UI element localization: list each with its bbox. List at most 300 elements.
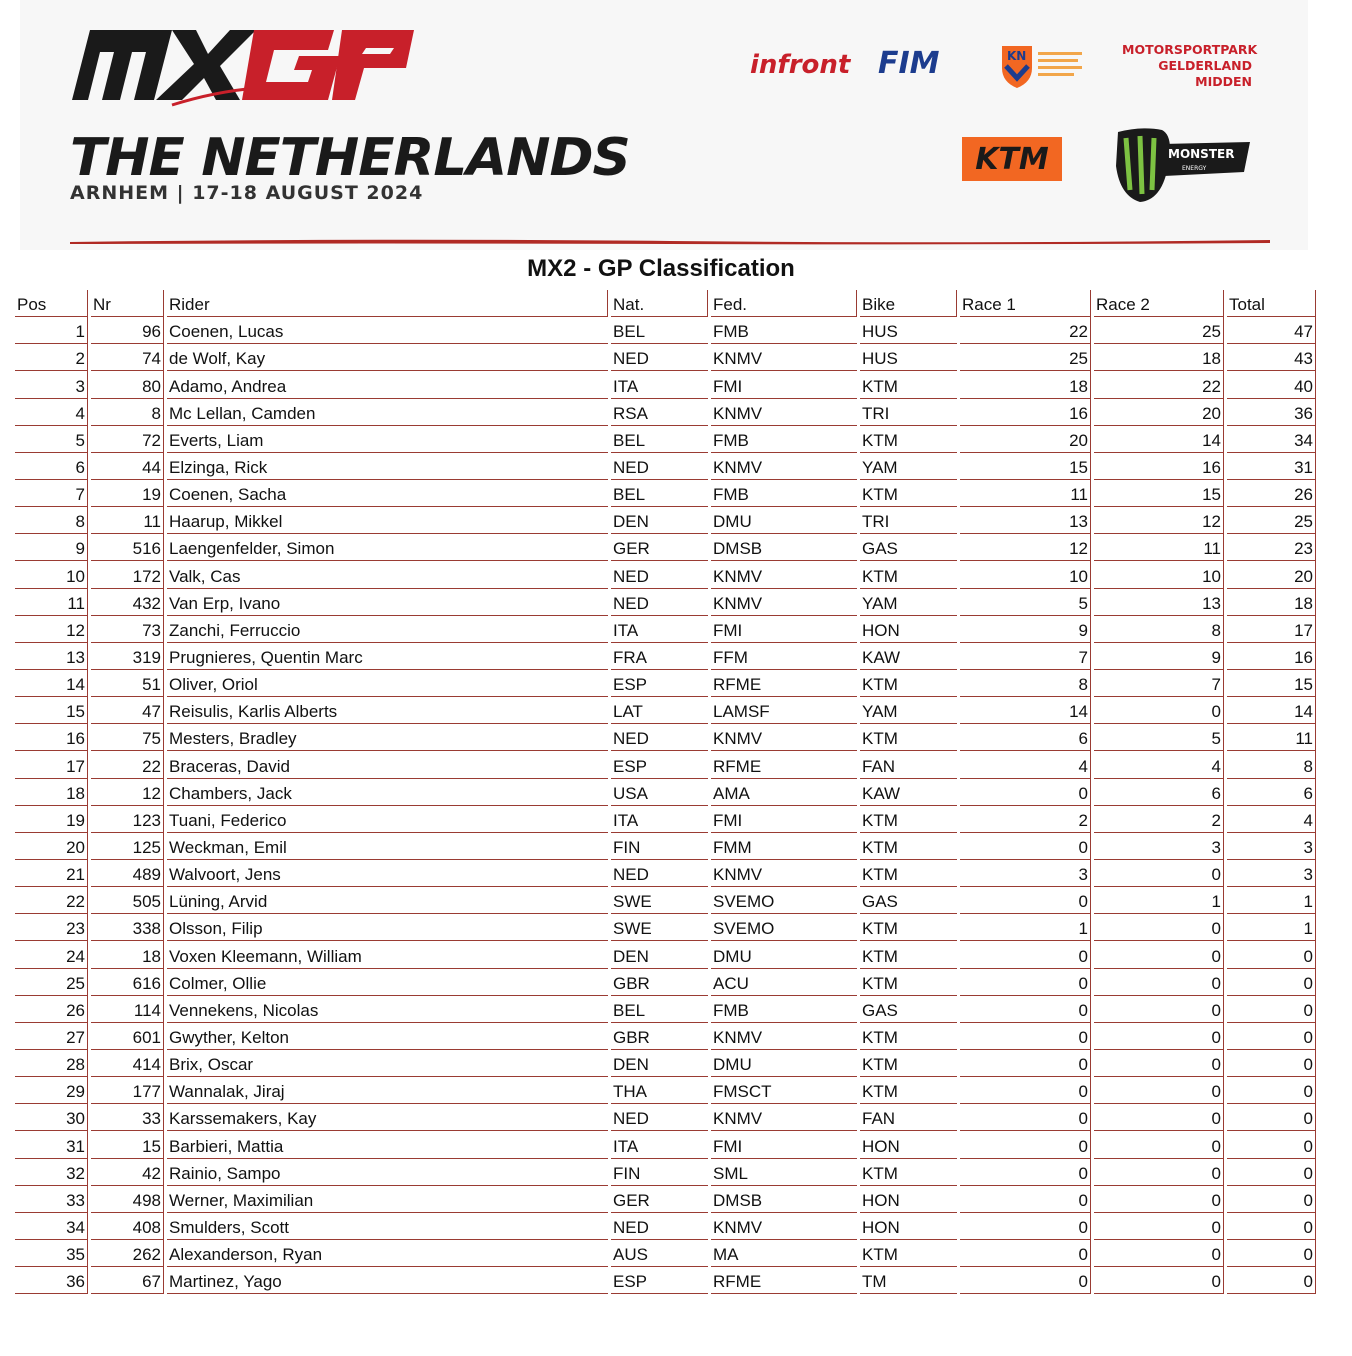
cell-nat: DEN — [611, 507, 708, 534]
cell-nr: 96 — [91, 317, 164, 344]
motorsportpark-logo — [1122, 42, 1258, 90]
cell-race1: 0 — [960, 1267, 1091, 1294]
cell-fed: RFME — [711, 1267, 857, 1294]
cell-race1: 2 — [960, 806, 1091, 833]
cell-rider: Wannalak, Jiraj — [167, 1077, 608, 1104]
cell-nr: 33 — [91, 1104, 164, 1131]
brush-stroke-divider — [70, 236, 1270, 246]
monster-energy-logo — [1112, 126, 1254, 204]
cell-race2: 0 — [1094, 1050, 1224, 1077]
cell-total: 31 — [1227, 453, 1316, 480]
classification-table — [12, 290, 1319, 1294]
cell-race1: 0 — [960, 969, 1091, 996]
cell-total: 36 — [1227, 399, 1316, 426]
cell-pos: 34 — [15, 1213, 88, 1240]
cell-rider: Barbieri, Mattia — [167, 1131, 608, 1158]
cell-total: 6 — [1227, 779, 1316, 806]
cell-bike: KTM — [860, 1159, 957, 1186]
cell-race2: 0 — [1094, 1077, 1224, 1104]
cell-race2: 25 — [1094, 317, 1224, 344]
cell-pos: 7 — [15, 480, 88, 507]
cell-rider: Rainio, Sampo — [167, 1159, 608, 1186]
cell-pos: 28 — [15, 1050, 88, 1077]
cell-race1: 0 — [960, 1023, 1091, 1050]
cell-nr: 22 — [91, 751, 164, 778]
cell-nr: 74 — [91, 344, 164, 371]
table-row — [15, 751, 1316, 778]
cell-rider: Coenen, Sacha — [167, 480, 608, 507]
cell-pos: 8 — [15, 507, 88, 534]
cell-race2: 0 — [1094, 1104, 1224, 1131]
cell-total: 0 — [1227, 1186, 1316, 1213]
mxgp-logo — [72, 20, 417, 115]
cell-bike: YAM — [860, 589, 957, 616]
cell-race1: 5 — [960, 589, 1091, 616]
cell-nr: 408 — [91, 1213, 164, 1240]
cell-nr: 15 — [91, 1131, 164, 1158]
cell-nr: 73 — [91, 616, 164, 643]
svg-text:KN: KN — [1007, 49, 1027, 63]
table-row — [15, 399, 1316, 426]
cell-race1: 18 — [960, 371, 1091, 398]
cell-race2: 2 — [1094, 806, 1224, 833]
cell-race1: 0 — [960, 1131, 1091, 1158]
cell-total: 25 — [1227, 507, 1316, 534]
cell-nat: NED — [611, 1213, 708, 1240]
cell-bike: KTM — [860, 371, 957, 398]
cell-rider: Walvoort, Jens — [167, 860, 608, 887]
cell-bike: KTM — [860, 1240, 957, 1267]
table-row — [15, 371, 1316, 398]
cell-total: 16 — [1227, 643, 1316, 670]
cell-total: 0 — [1227, 1240, 1316, 1267]
cell-race2: 0 — [1094, 1213, 1224, 1240]
cell-total: 43 — [1227, 344, 1316, 371]
cell-total: 18 — [1227, 589, 1316, 616]
cell-race1: 0 — [960, 1050, 1091, 1077]
cell-race1: 9 — [960, 616, 1091, 643]
park-line-2: GELDERLAND — [1158, 58, 1252, 73]
cell-fed: FMB — [711, 426, 857, 453]
cell-race2: 1 — [1094, 887, 1224, 914]
cell-nat: FRA — [611, 643, 708, 670]
table-row — [15, 806, 1316, 833]
cell-race1: 20 — [960, 426, 1091, 453]
cell-total: 0 — [1227, 1159, 1316, 1186]
cell-bike: KTM — [860, 969, 957, 996]
cell-race2: 0 — [1094, 1159, 1224, 1186]
cell-nr: 67 — [91, 1267, 164, 1294]
cell-race2: 15 — [1094, 480, 1224, 507]
cell-fed: RFME — [711, 751, 857, 778]
col-header-rider: Rider — [167, 290, 608, 317]
table-row — [15, 887, 1316, 914]
cell-race1: 0 — [960, 1186, 1091, 1213]
cell-fed: FMI — [711, 1131, 857, 1158]
cell-nat: DEN — [611, 941, 708, 968]
cell-total: 26 — [1227, 480, 1316, 507]
cell-pos: 33 — [15, 1186, 88, 1213]
cell-fed: KNMV — [711, 724, 857, 751]
cell-race2: 12 — [1094, 507, 1224, 534]
table-row — [15, 779, 1316, 806]
cell-nat: BEL — [611, 426, 708, 453]
table-row — [15, 1267, 1316, 1294]
cell-nr: 8 — [91, 399, 164, 426]
cell-fed: KNMV — [711, 1213, 857, 1240]
cell-pos: 24 — [15, 941, 88, 968]
cell-nat: SWE — [611, 887, 708, 914]
cell-nat: LAT — [611, 697, 708, 724]
cell-nat: THA — [611, 1077, 708, 1104]
cell-pos: 14 — [15, 670, 88, 697]
cell-race1: 10 — [960, 561, 1091, 588]
cell-race2: 11 — [1094, 534, 1224, 561]
cell-race2: 0 — [1094, 941, 1224, 968]
table-row — [15, 969, 1316, 996]
cell-race2: 14 — [1094, 426, 1224, 453]
cell-rider: Everts, Liam — [167, 426, 608, 453]
table-row — [15, 1131, 1316, 1158]
cell-total: 1 — [1227, 887, 1316, 914]
cell-fed: FMB — [711, 317, 857, 344]
cell-total: 11 — [1227, 724, 1316, 751]
cell-bike: KTM — [860, 670, 957, 697]
cell-nat: NED — [611, 860, 708, 887]
table-row — [15, 616, 1316, 643]
cell-pos: 26 — [15, 996, 88, 1023]
cell-nr: 601 — [91, 1023, 164, 1050]
cell-pos: 13 — [15, 643, 88, 670]
cell-race2: 13 — [1094, 589, 1224, 616]
cell-bike: KTM — [860, 480, 957, 507]
table-row — [15, 670, 1316, 697]
cell-rider: Lüning, Arvid — [167, 887, 608, 914]
cell-pos: 4 — [15, 399, 88, 426]
cell-pos: 9 — [15, 534, 88, 561]
table-row — [15, 1023, 1316, 1050]
cell-fed: FMSCT — [711, 1077, 857, 1104]
cell-nat: DEN — [611, 1050, 708, 1077]
cell-fed: DMSB — [711, 1186, 857, 1213]
cell-race2: 4 — [1094, 751, 1224, 778]
cell-nr: 123 — [91, 806, 164, 833]
cell-fed: DMU — [711, 941, 857, 968]
table-header-row — [15, 290, 1316, 317]
cell-race1: 8 — [960, 670, 1091, 697]
cell-pos: 3 — [15, 371, 88, 398]
cell-bike: FAN — [860, 751, 957, 778]
cell-total: 0 — [1227, 941, 1316, 968]
cell-nr: 125 — [91, 833, 164, 860]
svg-text:ENERGY: ENERGY — [1182, 165, 1207, 172]
cell-bike: HON — [860, 1186, 957, 1213]
cell-nr: 505 — [91, 887, 164, 914]
cell-nat: NED — [611, 724, 708, 751]
table-row — [15, 1159, 1316, 1186]
ktm-logo-text: KTM — [975, 141, 1049, 177]
cell-rider: de Wolf, Kay — [167, 344, 608, 371]
cell-rider: Zanchi, Ferruccio — [167, 616, 608, 643]
cell-race1: 0 — [960, 1077, 1091, 1104]
cell-pos: 11 — [15, 589, 88, 616]
cell-nr: 42 — [91, 1159, 164, 1186]
cell-pos: 31 — [15, 1131, 88, 1158]
cell-nat: USA — [611, 779, 708, 806]
cell-nat: NED — [611, 589, 708, 616]
cell-fed: KNMV — [711, 1023, 857, 1050]
cell-fed: DMU — [711, 507, 857, 534]
cell-fed: ACU — [711, 969, 857, 996]
cell-fed: KNMV — [711, 860, 857, 887]
cell-fed: KNMV — [711, 453, 857, 480]
cell-pos: 36 — [15, 1267, 88, 1294]
cell-nat: GER — [611, 1186, 708, 1213]
knmv-logo — [998, 42, 1088, 90]
table-row — [15, 697, 1316, 724]
cell-pos: 15 — [15, 697, 88, 724]
cell-total: 4 — [1227, 806, 1316, 833]
cell-bike: HON — [860, 1213, 957, 1240]
cell-bike: KTM — [860, 426, 957, 453]
cell-race2: 0 — [1094, 860, 1224, 887]
cell-rider: Reisulis, Karlis Alberts — [167, 697, 608, 724]
cell-rider: Smulders, Scott — [167, 1213, 608, 1240]
table-row — [15, 941, 1316, 968]
cell-nr: 516 — [91, 534, 164, 561]
cell-race1: 0 — [960, 779, 1091, 806]
table-row — [15, 860, 1316, 887]
cell-nat: BEL — [611, 317, 708, 344]
cell-total: 0 — [1227, 1023, 1316, 1050]
cell-total: 20 — [1227, 561, 1316, 588]
cell-total: 3 — [1227, 833, 1316, 860]
cell-nr: 114 — [91, 996, 164, 1023]
cell-total: 0 — [1227, 996, 1316, 1023]
event-title: THE NETHERLANDS — [70, 128, 630, 188]
cell-bike: KTM — [860, 1023, 957, 1050]
col-header-total: Total — [1227, 290, 1316, 317]
cell-fed: FMM — [711, 833, 857, 860]
table-row — [15, 833, 1316, 860]
table-row — [15, 534, 1316, 561]
cell-nr: 12 — [91, 779, 164, 806]
document-title: MX2 - GP Classification — [527, 255, 795, 282]
cell-rider: Colmer, Ollie — [167, 969, 608, 996]
table-row — [15, 1104, 1316, 1131]
cell-pos: 5 — [15, 426, 88, 453]
cell-race2: 18 — [1094, 344, 1224, 371]
cell-fed: MA — [711, 1240, 857, 1267]
cell-nr: 75 — [91, 724, 164, 751]
col-header-bike: Bike — [860, 290, 957, 317]
cell-rider: Martinez, Yago — [167, 1267, 608, 1294]
cell-fed: FMI — [711, 616, 857, 643]
table-row — [15, 1213, 1316, 1240]
cell-bike: KTM — [860, 1077, 957, 1104]
table-row — [15, 561, 1316, 588]
cell-bike: KTM — [860, 724, 957, 751]
cell-total: 47 — [1227, 317, 1316, 344]
infront-logo: infront — [750, 50, 851, 80]
cell-nat: NED — [611, 561, 708, 588]
cell-pos: 2 — [15, 344, 88, 371]
cell-pos: 21 — [15, 860, 88, 887]
cell-bike: KAW — [860, 643, 957, 670]
cell-race1: 7 — [960, 643, 1091, 670]
cell-nat: GER — [611, 534, 708, 561]
cell-rider: Chambers, Jack — [167, 779, 608, 806]
cell-race2: 0 — [1094, 969, 1224, 996]
cell-nr: 498 — [91, 1186, 164, 1213]
table-row — [15, 1050, 1316, 1077]
cell-total: 15 — [1227, 670, 1316, 697]
cell-nat: NED — [611, 344, 708, 371]
ktm-logo — [962, 137, 1062, 181]
cell-rider: Voxen Kleemann, William — [167, 941, 608, 968]
cell-nat: ITA — [611, 1131, 708, 1158]
park-line-1: MOTORSPORTPARK — [1122, 42, 1258, 57]
cell-fed: SML — [711, 1159, 857, 1186]
cell-rider: Gwyther, Kelton — [167, 1023, 608, 1050]
cell-bike: YAM — [860, 697, 957, 724]
cell-race1: 0 — [960, 1213, 1091, 1240]
cell-nat: FIN — [611, 1159, 708, 1186]
cell-race2: 0 — [1094, 1131, 1224, 1158]
cell-nr: 47 — [91, 697, 164, 724]
table-row — [15, 724, 1316, 751]
col-header-nat: Nat. — [611, 290, 708, 317]
cell-nr: 616 — [91, 969, 164, 996]
cell-bike: KTM — [860, 1050, 957, 1077]
cell-nat: NED — [611, 1104, 708, 1131]
cell-rider: Coenen, Lucas — [167, 317, 608, 344]
cell-race1: 6 — [960, 724, 1091, 751]
cell-nat: AUS — [611, 1240, 708, 1267]
cell-bike: TM — [860, 1267, 957, 1294]
table-row — [15, 453, 1316, 480]
cell-fed: FMB — [711, 996, 857, 1023]
cell-fed: FFM — [711, 643, 857, 670]
cell-pos: 16 — [15, 724, 88, 751]
cell-nr: 338 — [91, 914, 164, 941]
cell-nr: 177 — [91, 1077, 164, 1104]
cell-fed: DMU — [711, 1050, 857, 1077]
cell-pos: 25 — [15, 969, 88, 996]
cell-race1: 11 — [960, 480, 1091, 507]
cell-rider: Olsson, Filip — [167, 914, 608, 941]
cell-race1: 0 — [960, 887, 1091, 914]
cell-fed: LAMSF — [711, 697, 857, 724]
cell-pos: 18 — [15, 779, 88, 806]
cell-nat: SWE — [611, 914, 708, 941]
cell-race1: 14 — [960, 697, 1091, 724]
cell-nr: 18 — [91, 941, 164, 968]
cell-bike: KTM — [860, 806, 957, 833]
cell-pos: 10 — [15, 561, 88, 588]
cell-race2: 0 — [1094, 1240, 1224, 1267]
cell-rider: Vennekens, Nicolas — [167, 996, 608, 1023]
cell-bike: KTM — [860, 941, 957, 968]
cell-nat: NED — [611, 453, 708, 480]
table-row — [15, 426, 1316, 453]
col-header-nr: Nr — [91, 290, 164, 317]
cell-rider: Brix, Oscar — [167, 1050, 608, 1077]
cell-bike: HUS — [860, 344, 957, 371]
cell-rider: Adamo, Andrea — [167, 371, 608, 398]
cell-bike: KAW — [860, 779, 957, 806]
cell-total: 3 — [1227, 860, 1316, 887]
cell-nat: ITA — [611, 371, 708, 398]
cell-pos: 1 — [15, 317, 88, 344]
park-line-3: MIDDEN — [1195, 74, 1252, 89]
cell-nat: RSA — [611, 399, 708, 426]
cell-rider: Mc Lellan, Camden — [167, 399, 608, 426]
fim-logo: FIM — [878, 46, 940, 81]
cell-fed: DMSB — [711, 534, 857, 561]
cell-race2: 5 — [1094, 724, 1224, 751]
cell-pos: 12 — [15, 616, 88, 643]
cell-fed: KNMV — [711, 399, 857, 426]
cell-race1: 13 — [960, 507, 1091, 534]
cell-bike: GAS — [860, 534, 957, 561]
cell-fed: FMI — [711, 806, 857, 833]
cell-nat: FIN — [611, 833, 708, 860]
table-row — [15, 914, 1316, 941]
cell-nr: 19 — [91, 480, 164, 507]
cell-race1: 0 — [960, 1104, 1091, 1131]
cell-total: 0 — [1227, 1131, 1316, 1158]
cell-bike: KTM — [860, 833, 957, 860]
cell-bike: HUS — [860, 317, 957, 344]
col-header-race2: Race 2 — [1094, 290, 1224, 317]
cell-total: 17 — [1227, 616, 1316, 643]
cell-bike: TRI — [860, 507, 957, 534]
cell-race1: 4 — [960, 751, 1091, 778]
cell-bike: KTM — [860, 860, 957, 887]
table-row — [15, 480, 1316, 507]
table-body — [15, 317, 1316, 1294]
cell-fed: KNMV — [711, 344, 857, 371]
table-row — [15, 996, 1316, 1023]
cell-rider: Valk, Cas — [167, 561, 608, 588]
cell-pos: 27 — [15, 1023, 88, 1050]
cell-fed: KNMV — [711, 561, 857, 588]
cell-nr: 432 — [91, 589, 164, 616]
cell-bike: HON — [860, 1131, 957, 1158]
cell-race1: 3 — [960, 860, 1091, 887]
cell-total: 0 — [1227, 1077, 1316, 1104]
cell-race1: 0 — [960, 1159, 1091, 1186]
cell-nr: 51 — [91, 670, 164, 697]
cell-fed: SVEMO — [711, 887, 857, 914]
cell-race1: 15 — [960, 453, 1091, 480]
cell-rider: Alexanderson, Ryan — [167, 1240, 608, 1267]
cell-race2: 6 — [1094, 779, 1224, 806]
cell-race2: 22 — [1094, 371, 1224, 398]
event-subtitle: ARNHEM | 17-18 AUGUST 2024 — [70, 182, 424, 204]
cell-rider: Karssemakers, Kay — [167, 1104, 608, 1131]
cell-pos: 6 — [15, 453, 88, 480]
cell-race1: 0 — [960, 996, 1091, 1023]
table-row — [15, 1186, 1316, 1213]
cell-total: 40 — [1227, 371, 1316, 398]
cell-race1: 12 — [960, 534, 1091, 561]
cell-race2: 0 — [1094, 996, 1224, 1023]
cell-bike: TRI — [860, 399, 957, 426]
cell-bike: GAS — [860, 887, 957, 914]
cell-race1: 0 — [960, 833, 1091, 860]
